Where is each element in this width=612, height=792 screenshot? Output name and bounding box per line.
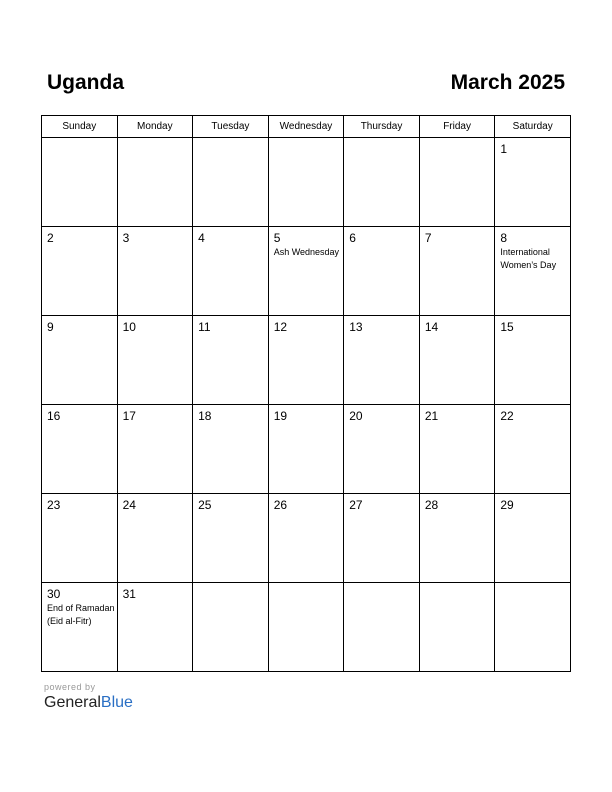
day-cell (495, 494, 571, 583)
day-number: 24 (122, 498, 136, 512)
day-cell (344, 494, 420, 583)
day-cell (42, 494, 118, 583)
day-cell (419, 583, 495, 672)
day-cell (495, 583, 571, 672)
day-cell (42, 138, 118, 227)
day-cell (117, 405, 193, 494)
brand-general-text: General (44, 694, 101, 711)
day-cell (344, 405, 420, 494)
day-cell (117, 494, 193, 583)
day-cell (193, 316, 269, 405)
day-number: 15 (500, 320, 514, 334)
day-cell (268, 138, 344, 227)
day-cell (193, 494, 269, 583)
day-cell (344, 227, 420, 316)
brand-logo (44, 693, 133, 713)
day-cell (495, 138, 571, 227)
day-number: 30 (47, 587, 61, 601)
week-row (42, 227, 571, 316)
day-cell (193, 227, 269, 316)
day-number: 18 (198, 409, 212, 423)
weekday-tuesday: Tuesday (193, 116, 269, 138)
day-number: 23 (47, 498, 61, 512)
weekday-thursday: Thursday (344, 116, 420, 138)
day-number: 9 (47, 320, 54, 334)
brand-blue-text: Blue (100, 694, 133, 711)
day-cell (344, 316, 420, 405)
holiday-label: International Women’s Day (500, 247, 557, 270)
day-number: 7 (424, 231, 432, 245)
day-number: 13 (349, 320, 363, 334)
day-cell (344, 138, 420, 227)
day-cell (117, 227, 193, 316)
powered-by-text: powered by (44, 682, 96, 692)
day-number: 2 (47, 231, 54, 245)
calendar-grid (41, 115, 571, 672)
day-cell (344, 583, 420, 672)
week-row (42, 494, 571, 583)
weekday-friday: Friday (419, 116, 495, 138)
footer-branding (44, 682, 133, 713)
day-cell (419, 405, 495, 494)
day-cell (495, 316, 571, 405)
day-number: 27 (349, 498, 363, 512)
day-cell (268, 583, 344, 672)
weekday-wednesday: Wednesday (268, 116, 344, 138)
day-cell (419, 138, 495, 227)
day-number: 25 (198, 498, 212, 512)
day-cell (193, 405, 269, 494)
day-cell (495, 227, 571, 316)
day-cell (268, 405, 344, 494)
day-number: 28 (424, 498, 439, 512)
day-cell (117, 316, 193, 405)
day-number: 3 (122, 231, 130, 245)
weekday-header-row (42, 116, 571, 138)
day-number: 29 (500, 498, 514, 512)
day-cell (193, 583, 269, 672)
day-cell (42, 316, 118, 405)
holiday-label: End of Ramadan (Eid al-Fitr) (47, 603, 115, 626)
day-cell (419, 316, 495, 405)
day-cell (419, 494, 495, 583)
day-number: 31 (122, 587, 136, 601)
day-number: 12 (273, 320, 288, 334)
day-cell (42, 227, 118, 316)
day-number: 4 (198, 231, 205, 245)
day-number: 20 (349, 409, 363, 423)
week-row (42, 405, 571, 494)
day-cell (193, 138, 269, 227)
week-row (42, 138, 571, 227)
holiday-label: Ash Wednesday (273, 247, 340, 257)
day-number: 6 (349, 231, 356, 245)
week-row (42, 316, 571, 405)
day-cell (495, 405, 571, 494)
day-number: 5 (273, 231, 281, 245)
day-number: 19 (273, 409, 288, 423)
day-number: 17 (122, 409, 136, 423)
day-number: 16 (47, 409, 61, 423)
day-cell (117, 583, 193, 672)
day-cell (268, 316, 344, 405)
day-number: 10 (122, 320, 136, 334)
country-title: Uganda (47, 71, 125, 94)
day-number: 1 (500, 142, 508, 156)
day-number: 26 (273, 498, 288, 512)
day-number: 14 (424, 320, 439, 334)
day-cell (42, 405, 118, 494)
day-number: 22 (500, 409, 514, 423)
day-cell (268, 494, 344, 583)
day-number: 11 (198, 320, 211, 334)
day-number: 21 (424, 409, 439, 423)
month-title: March 2025 (450, 71, 565, 94)
day-cell (42, 583, 118, 672)
week-row (42, 583, 571, 672)
day-cell (268, 227, 344, 316)
day-cell (117, 138, 193, 227)
weekday-sunday: Sunday (42, 116, 118, 138)
weekday-monday: Monday (117, 116, 193, 138)
day-cell (419, 227, 495, 316)
weekday-saturday: Saturday (495, 116, 571, 138)
day-number: 8 (500, 231, 508, 245)
